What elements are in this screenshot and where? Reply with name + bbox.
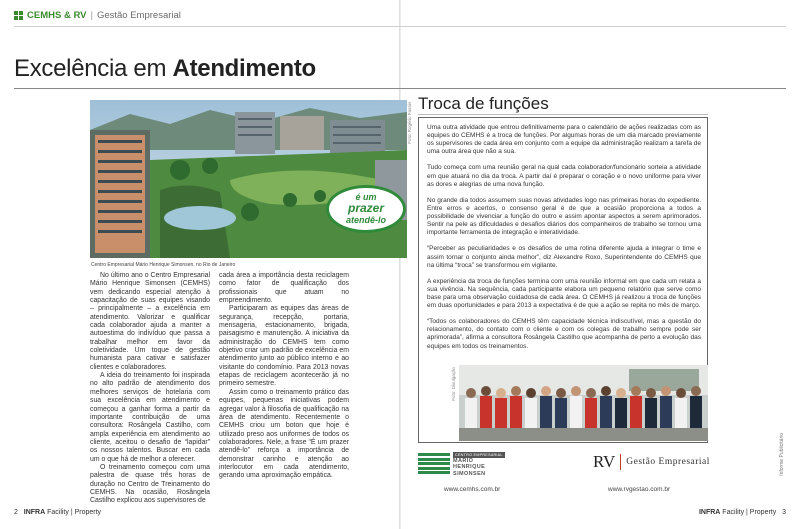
article-paragraph: O treinamento começou com uma palestra de quase três horas de duração no Centro de Treinamento do CEMHS. Na ocasião, Rosângela Castilho explicou aos supervisores de xyxy=(90,463,210,505)
badge-line3: atendê-lo xyxy=(345,215,387,225)
article-column-2 xyxy=(219,272,349,481)
top-rule xyxy=(14,26,786,27)
side-label: Informe Publicitário xyxy=(779,433,785,476)
team-photo-credit: Foto: Divulgação xyxy=(451,367,456,401)
section-brand: CEMHS & RV xyxy=(27,10,87,21)
title-bold: Atendimento xyxy=(172,55,316,82)
badge-line1: é um xyxy=(355,192,377,202)
sidebar-paragraph: “Perceber as peculiaridades e os desafios de uma rotina diferente ajuda a integrar o time e assim tornar o conjunto ainda melhor”, diz Alexandre Roxo, Superintendente do CEMHS que na última “troca” se transformou em vigilante. xyxy=(427,245,701,269)
grid-icon xyxy=(14,11,23,20)
rv-logo-divider xyxy=(620,454,621,470)
sidebar-paragraph: A experiência da troca de funções termina com uma reunião informal em que cada um relata a sua vivência. Na sequência, cada participante elabora um pequeno relatório que serve como base para uma observação cuidadosa de cada área. O CEMHS já realizou a troca de funções em duas oportunidades e para 2013 a expectativa é de que a ação se repita no mês de março. xyxy=(427,277,701,310)
sidebar-paragraph: No grande dia todos assumem suas novas atividades logo nas primeiras horas do expediente. Entre erros e acertos, o consenso geral é de que a ocasião proporciona a todos a possibilidade de vivenciar a função do outro e assim apontar aspectos a serem aprimorados. Sentir na pele as dificuldades e desafios diários dos companheiros de trabalho se tornou uma importante ferramenta de integração e interatividade. xyxy=(427,196,701,237)
sidebar-paragraph: Uma outra atividade que entrou definitivamente para o calendário de ações realizadas com as equipes do CEMHS é a troca de funções. Por algumas horas de um dia marcado previamente os supervisores de cada área em conjunto com a equipe da administração realizam a tarefa de uma outra área que não a sua. xyxy=(427,124,701,156)
pin-badge xyxy=(325,184,407,234)
rv-logo-mark: RV xyxy=(593,452,616,471)
article-paragraph: Participaram as equipes das áreas de segurança, recepção, portaria, mensageria, estacionamento, brigada, paisagismo e manutenção. A iniciativa da administração do CEMHS tem como objetivo criar um padrão de excelência em atendimento junto ao público interno e ao visitante do condomínio. Para 2013 novas etapas de reciclagem acontecerão já no primeiro semestre. xyxy=(219,305,349,388)
sidebar-paragraph: Tudo começa com uma reunião geral na qual cada colaborador/funcionário sorteia a atividade em que atuará no dia da troca. A partir daí é preparar o coração e o novo uniforme para viver as dores e alegrias de uma nova função. xyxy=(427,164,701,188)
section-name: Gestão Empresarial xyxy=(96,10,181,21)
magazine-name: INFRA xyxy=(23,509,46,516)
page-gutter xyxy=(399,0,401,529)
article-paragraph: cada área a importância desta reciclagem como fator de qualificação dos profissionais que atuam no empreendimento. xyxy=(219,272,349,305)
building-photo xyxy=(90,100,407,258)
sidebar-title: Troca de funções xyxy=(418,94,549,113)
cemhs-logo-icon xyxy=(418,453,450,475)
magazine-subtitle: Facility | Property xyxy=(722,509,777,516)
cemhs-logo-line1: MÁRIO xyxy=(453,458,474,465)
page-number-right: 3 xyxy=(782,509,786,516)
footer-right xyxy=(699,509,786,516)
rv-url[interactable]: www.rvgestao.com.br xyxy=(608,486,671,493)
sidebar-rule xyxy=(418,114,708,115)
cemhs-logo-line3: SIMONSEN xyxy=(453,470,486,477)
article-column-1 xyxy=(90,272,210,506)
rv-logo-name: Gestão Empresarial xyxy=(626,457,710,467)
cemhs-logo-line2: HENRIQUE xyxy=(453,464,486,471)
section-separator: | xyxy=(90,10,93,21)
magazine-subtitle: Facility | Property xyxy=(47,509,102,516)
article-paragraph: Assim como o treinamento prático das equipes, pequenas iniciativas podem agregar valor à filosofia de qualificação na área de atendimento. Recentemente o CEMHS criou um boton que hoje é utilizado preso aos uniformes de todos os colaboradores. Nele, a frase “É um prazer atendê-lo” reforça a importância de demonstrar carinho e atenção ao interlocutor em cada atendimento, gerando uma aproximação empática. xyxy=(219,388,349,480)
cemhs-logo xyxy=(418,452,505,477)
page-number-left: 2 xyxy=(14,509,18,516)
footer-left xyxy=(14,509,101,516)
article-paragraph: A ideia do treinamento foi inspirada no alto padrão de atendimento dos melhores serviços de hotelaria com sua excelência em atendimento e começou a ganhar forma a partir da importante contribuição de uma consultora: Rosângela Castilho, com ampla experiência em atendimento ao cliente, aceitou o desafio de “lapidar” os nossos talentos. Buscar em cada um o que há de melhor a oferecer. xyxy=(90,372,210,463)
cemhs-url[interactable]: www.cemhs.com.br xyxy=(444,486,501,493)
section-tag xyxy=(14,10,181,21)
badge-line2: prazer xyxy=(347,201,385,215)
photo-credit: Foto: Rogério Fassin xyxy=(407,102,412,144)
photo-caption: Centro Empresarial Mário Henrique Simonsen, no Rio de Janeiro xyxy=(91,262,236,268)
magazine-name: INFRA xyxy=(698,509,721,516)
article-paragraph: No último ano o Centro Empresarial Mário Henrique Simonsen (CEMHS) vem dedicando especial atenção à capacitação de suas equipes visando – principalmente – a excelência em atendimento. Valorizar e qualificar cada colaborador ajuda a manter a autoestima do indivíduo que passa a trabalhar melhor em favor da coletividade. Um toque de gestão humanista para cativar e satisfazer clientes e colaboradores. xyxy=(90,272,210,371)
article-title xyxy=(14,55,316,83)
team-photo xyxy=(459,365,708,441)
sidebar-paragraph: “Todos os colaboradores do CEMHS têm capacidade técnica indiscutível, mas a questão do relacionamento, do contato com o cliente e com os colegas de trabalho sempre pode ser aprimorada”, afirma a consultora Rosângela Castilho que acompanha de perto a evolução das equipes em todos os treinamentos. xyxy=(427,318,701,350)
rv-logo xyxy=(593,452,710,472)
cemhs-logo-top: CENTRO EMPRESARIAL xyxy=(455,453,503,457)
title-rule xyxy=(14,88,786,89)
title-light: Excelência em xyxy=(14,55,167,82)
